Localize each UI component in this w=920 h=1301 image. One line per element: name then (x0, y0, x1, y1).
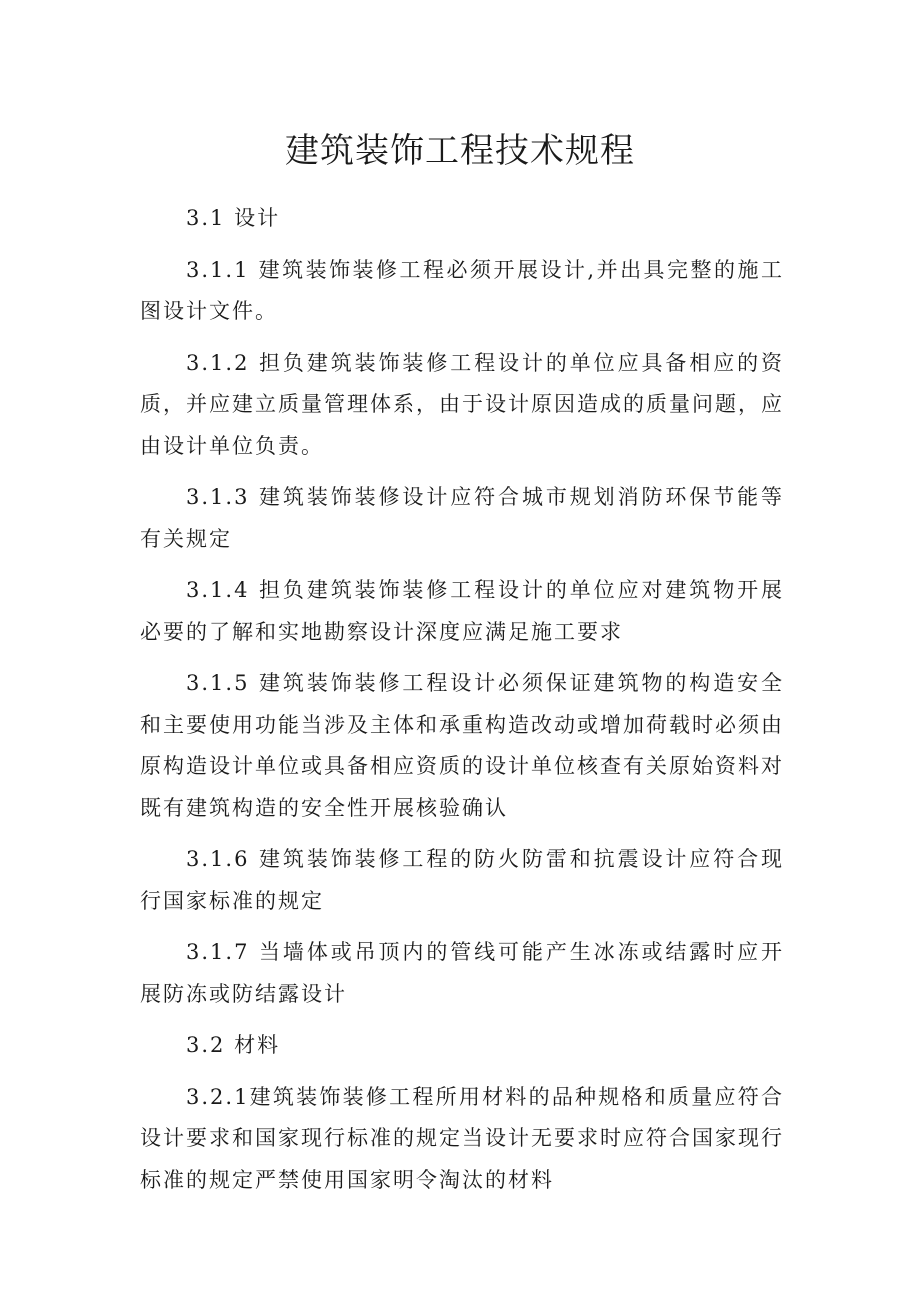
clause-3-1-3: 3.1.3 建筑装饰装修设计应符合城市规划消防环保节能等有关规定 (140, 485, 784, 551)
section-heading-3-2: 3.2 材料 (186, 1033, 281, 1057)
document-title: 建筑装饰工程技术规程 (285, 131, 635, 171)
clause-3-2-1: 3.2.1建筑装饰装修工程所用材料的品种规格和质量应符合设计要求和国家现行标准的规定当设计无要求时应符合国家现行标准的规定严禁使用国家明令淘汰的材料 (140, 1084, 784, 1192)
section-heading-3-1: 3.1 设计 (186, 206, 281, 230)
clause-3-1-5: 3.1.5 建筑装饰装修工程设计必须保证建筑物的构造安全和主要使用功能当涉及主体和承重构造改动或增加荷载时必须由原构造设计单位或具备相应资质的设计单位核查有关原始资料对既有建筑构造的安全性开展核验确认 (140, 671, 784, 820)
clause-3-1-4: 3.1.4 担负建筑装饰装修工程设计的单位应对建筑物开展必要的了解和实地勘察设计深度应满足施工要求 (140, 578, 784, 644)
clause-3-1-1: 3.1.1 建筑装饰装修工程必须开展设计,并出具完整的施工图设计文件。 (140, 257, 784, 323)
clause-3-1-6: 3.1.6 建筑装饰装修工程的防火防雷和抗震设计应符合现行国家标准的规定 (140, 847, 784, 913)
clause-3-1-7: 3.1.7 当墙体或吊顶内的管线可能产生冰冻或结露时应开展防冻或防结露设计 (140, 940, 784, 1006)
document-body (140, 198, 784, 1211)
clause-3-1-2: 3.1.2 担负建筑装饰装修工程设计的单位应具备相应的资质，并应建立质量管理体系，由于设计原因造成的质量问题，应由设计单位负责。 (140, 350, 784, 458)
